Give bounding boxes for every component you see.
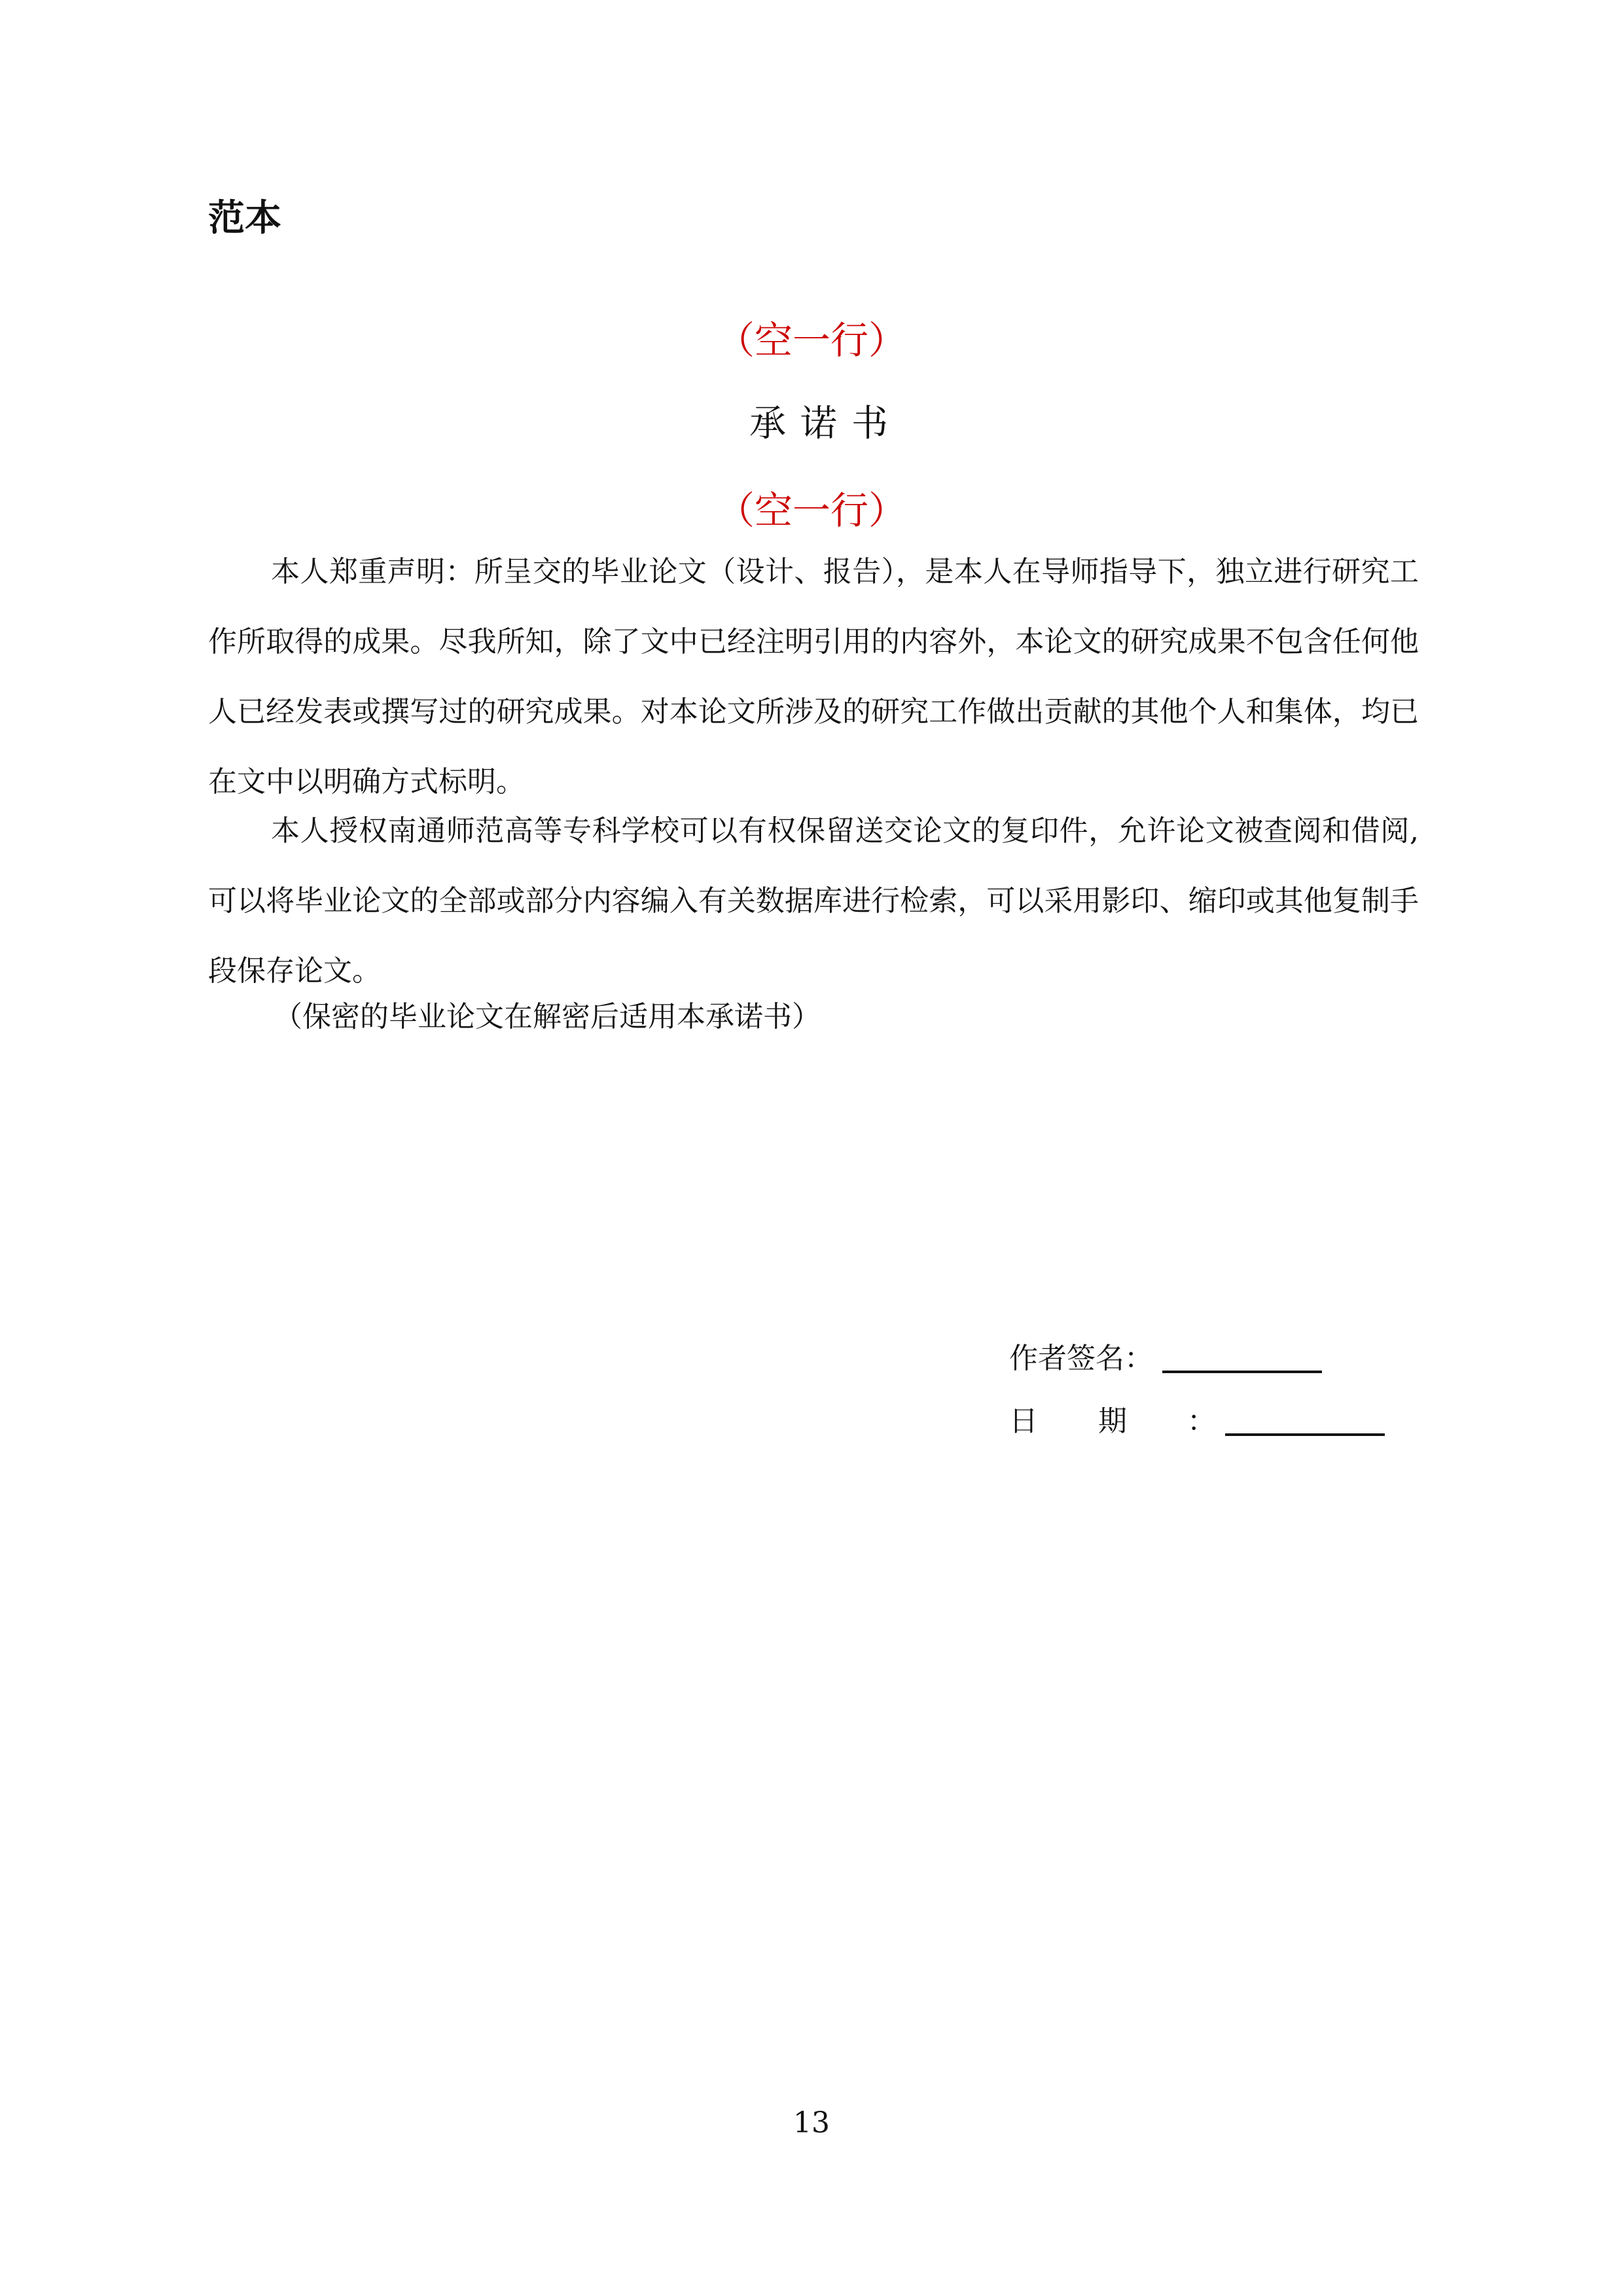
confidentiality-note: （保密的毕业论文在解密后适用本承诺书）: [274, 1000, 821, 1033]
blank-line-marker-top: （空一行）: [716, 318, 906, 363]
date-line[interactable]: [1225, 1433, 1385, 1436]
document-title: 承诺书: [749, 403, 902, 445]
blank-line-marker-bottom: （空一行）: [716, 488, 906, 533]
page-number: 13: [793, 2106, 830, 2140]
author-signature-row: [1009, 1338, 1322, 1380]
authorization-paragraph: 本人授权南通师范高等专科学校可以有权保留送交论文的复印件，允许论文被查阅和借阅,可以将毕业论文的全部或部分内容编入有关数据库进行检索，可以采用影印、缩印或其他复制手段保存论文。: [208, 814, 1419, 988]
declaration-paragraph: 本人郑重声明：所呈交的毕业论文（设计、报告），是本人在导师指导下，独立进行研究工作所取得的成果。尽我所知，除了文中已经注明引用的内容外，本论文的研究成果不包含任何他人已经发表或撰写过的研究成果。对本论文所涉及的研究工作做出贡献的其他个人和集体，均已在文中以明确方式标明。: [208, 555, 1419, 798]
sample-label: 范本: [208, 197, 281, 240]
date-row: [1009, 1401, 1385, 1443]
author-signature-label: 作者签名：: [1009, 1342, 1153, 1375]
date-colon: ：: [1187, 1405, 1216, 1438]
author-signature-line[interactable]: [1162, 1371, 1322, 1373]
date-label: 日期: [1009, 1405, 1187, 1438]
